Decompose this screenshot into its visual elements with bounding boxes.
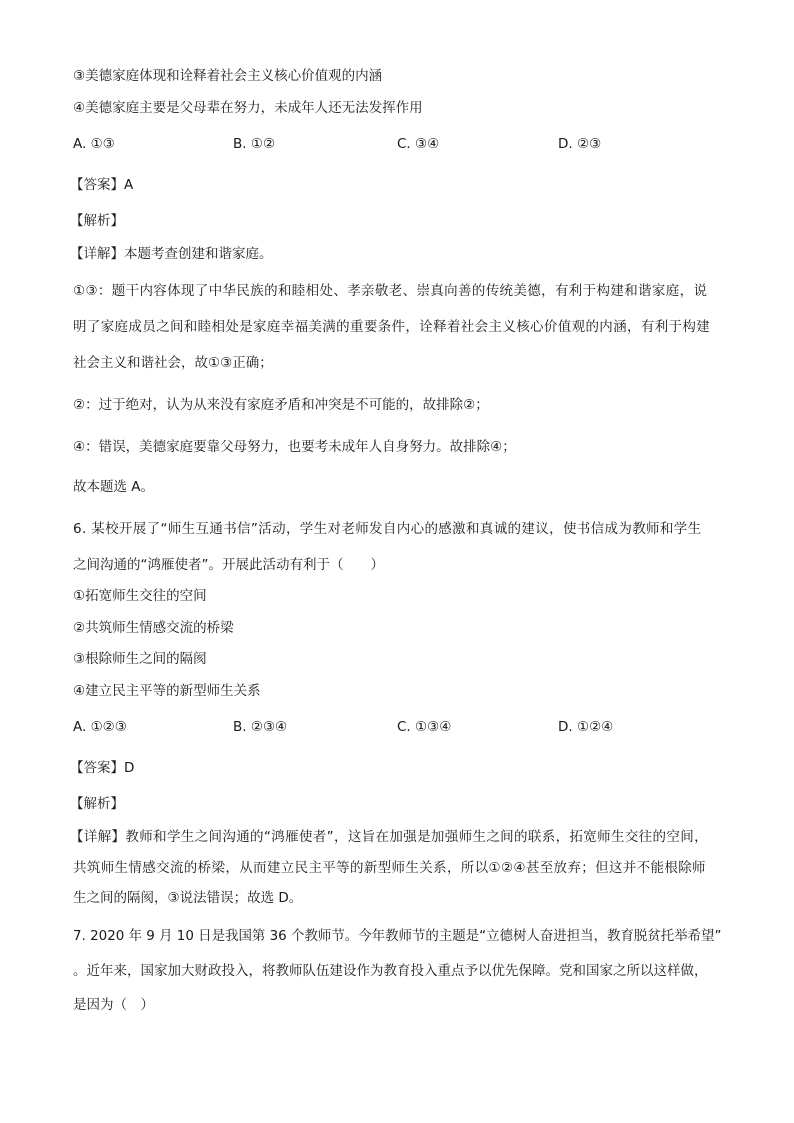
q6-option-c: C. ①③④: [397, 719, 452, 735]
q6-item-3: ③根除师生之间的隔阂: [73, 651, 207, 667]
q6-explanation-line: 共筑师生情感交流的桥梁，从而建立民主平等的新型师生关系，所以①②④甚至放弃；但这并不能根除师: [73, 860, 706, 876]
q5-explanation-line: ②：过于绝对，认为从来没有家庭矛盾和冲突是不可能的，故排除②；: [73, 397, 489, 413]
q6-item-4: ④建立民主平等的新型师生关系: [73, 683, 261, 699]
q5-option-a: A. ①③: [73, 136, 115, 152]
q6-explanation-line: 生之间的隔阂，③说法错误；故选 D。: [73, 890, 303, 906]
q5-explanation-line: 明了家庭成员之间和睦相处是家庭幸福美满的重要条件，诠释着社会主义核心价值观的内涵，有利于构建: [73, 319, 711, 335]
q5-explanation-line: ④：错误，美德家庭要靠父母努力，也要考未成年人自身努力。故排除④；: [73, 439, 516, 455]
q5-conclusion: 故本题选 A。: [73, 479, 155, 495]
q5-option-d: D. ②③: [558, 136, 602, 152]
q5-detail: 【详解】本题考查创建和谐家庭。: [70, 246, 273, 262]
q6-option-a: A. ①②③: [73, 719, 127, 735]
q6-stem-line: 之间沟通的“鸿雁使者”。开展此活动有利于（ ）: [73, 557, 384, 573]
q6-item-2: ②共筑师生情感交流的桥梁: [73, 620, 234, 636]
q6-item-1: ①拓宽师生交往的空间: [73, 588, 207, 604]
q5-analysis-label: 【解析】: [70, 213, 124, 229]
q6-option-b: B. ②③④: [233, 719, 288, 735]
q7-stem-line: 。近年来，国家加大财政投入，将教师队伍建设作为教育投入重点予以优先保障。党和国家之所以这样做，: [73, 963, 708, 979]
q6-analysis-label: 【解析】: [70, 796, 124, 812]
q6-explanation-line: 【详解】教师和学生之间沟通的“鸿雁使者”，这旨在加强是加强师生之间的联系，拓宽师生交往的空间，: [70, 829, 708, 845]
q5-option-c: C. ③④: [397, 136, 440, 152]
q5-explanation-line: 社会主义和谐社会，故①③正确；: [73, 355, 273, 371]
q5-item-3: ③美德家庭体现和诠释着社会主义核心价值观的内涵: [73, 68, 383, 84]
q5-explanation-line: ①③：题干内容体现了中华民族的和睦相处、孝亲敬老、崇真向善的传统美德，有利于构建和谐家庭，说: [73, 283, 708, 299]
q5-item-4: ④美德家庭主要是父母辈在努力，未成年人还无法发挥作用: [73, 100, 423, 116]
q7-stem-line: 7. 2020 年 9 月 10 日是我国第 36 个教师节。今年教师节的主题是“立德树人奋进担当，教育脱贫托举希望”: [73, 928, 722, 944]
q6-answer: 【答案】D: [70, 760, 135, 776]
q5-option-b: B. ①②: [233, 136, 276, 152]
q5-answer: 【答案】A: [70, 177, 134, 193]
q6-stem-line: 6. 某校开展了“师生互通书信”活动，学生对老师发自内心的感激和真诚的建议，使书信成为教师和学生: [73, 521, 702, 537]
q6-option-d: D. ①②④: [558, 719, 614, 735]
q7-stem-line: 是因为（ ）: [73, 997, 154, 1013]
